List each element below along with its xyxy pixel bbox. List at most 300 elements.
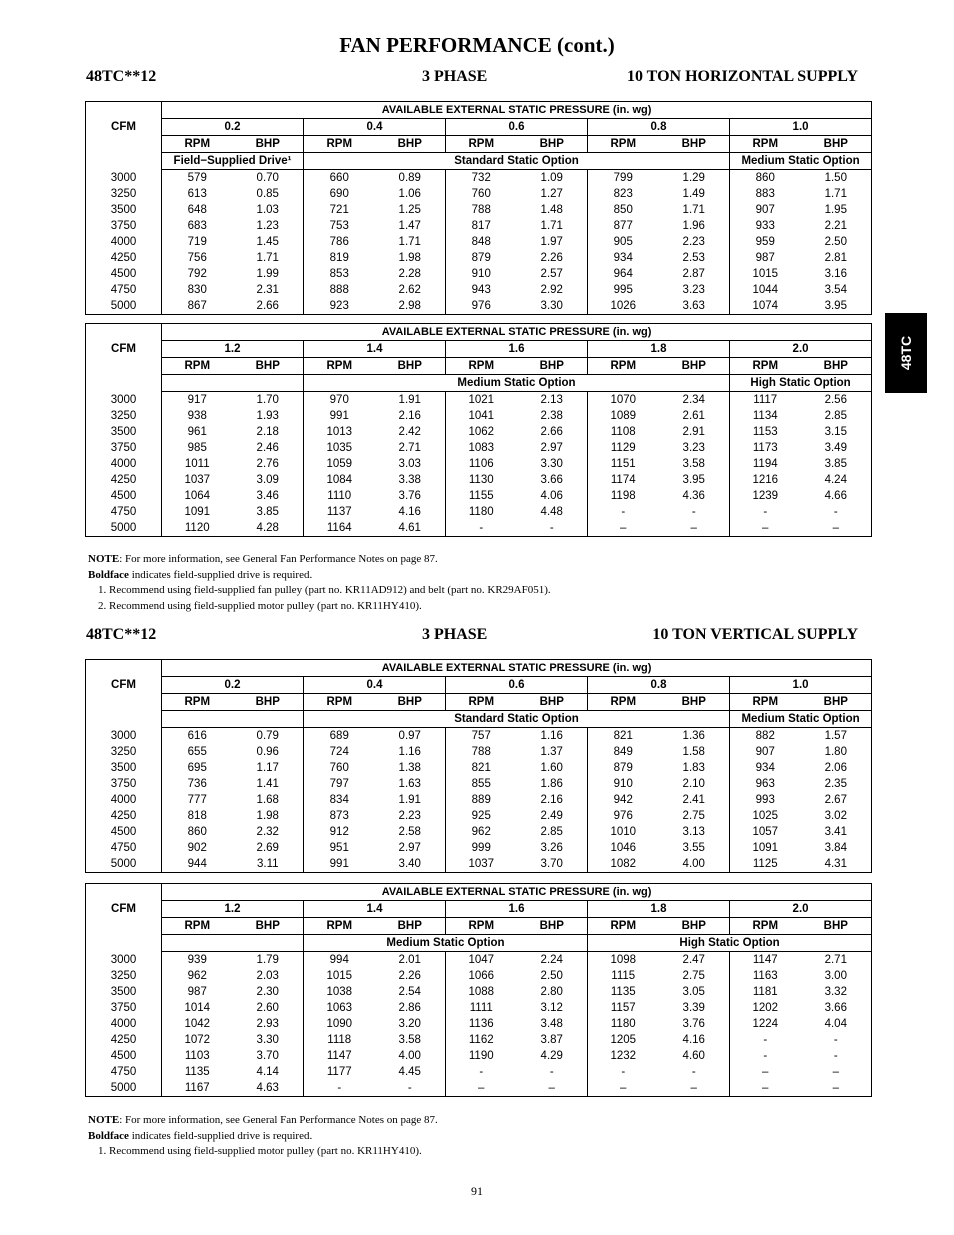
bhp-value: 3.00 <box>824 970 847 982</box>
rpm-value: 1118 <box>304 1032 375 1048</box>
bhp-value: 3.63 <box>682 300 705 312</box>
table-row <box>86 170 872 187</box>
rpm-value: 882 <box>730 728 801 745</box>
rpm-value: - <box>304 1080 375 1097</box>
bhp-value: 1.03 <box>256 204 279 216</box>
side-tab <box>885 313 927 393</box>
rpm-value: 907 <box>730 202 801 218</box>
rpm-value: 1224 <box>730 1016 801 1032</box>
rpm-value: 821 <box>588 728 659 745</box>
rpm-value: 1098 <box>588 952 659 969</box>
bhp-value: 0.96 <box>256 746 279 758</box>
pressure-header: 0.2 <box>162 677 304 694</box>
rpm-value: 1047 <box>446 952 517 969</box>
rpm-value: 823 <box>588 186 659 202</box>
bhp-value: 3.76 <box>682 1018 705 1030</box>
rpm-value: 760 <box>446 186 517 202</box>
bhp-value: 1.71 <box>682 204 705 216</box>
bhp-header: BHP <box>659 918 730 935</box>
bhp-value: 2.23 <box>682 236 705 248</box>
rpm-value: 1091 <box>184 506 211 518</box>
bhp-value: 1.50 <box>824 172 847 184</box>
rpm-value: 873 <box>304 808 375 824</box>
rpm-value: 1042 <box>184 1018 211 1030</box>
bhp-value: 1.83 <box>682 762 705 774</box>
rpm-value: 888 <box>304 282 375 298</box>
rpm-value: 938 <box>187 410 207 422</box>
pressure-header: 1.8 <box>588 901 730 918</box>
notes-vertical <box>88 1113 438 1160</box>
rpm-header: RPM <box>162 918 233 935</box>
rpm-value: 1134 <box>730 408 801 424</box>
rpm-header: RPM <box>304 694 375 711</box>
rpm-value: 943 <box>446 282 517 298</box>
pressure-header: 0.4 <box>304 119 446 136</box>
cfm-value: 3750 <box>86 1000 162 1016</box>
table-row <box>86 808 872 824</box>
bhp-value: 3.41 <box>824 826 847 838</box>
page-number: 91 <box>471 1184 483 1198</box>
rpm-value: 1205 <box>588 1032 659 1048</box>
bhp-value: 4.45 <box>398 1066 421 1078</box>
note-text: indicates field-supplied drive is required. <box>128 568 313 581</box>
bhp-value: 3.76 <box>398 490 421 502</box>
rpm-value: 1180 <box>446 504 517 520</box>
note-bold: NOTE <box>88 1114 120 1126</box>
static-option-label: Field−Supplied Drive¹ <box>162 153 304 170</box>
rpm-value: 690 <box>304 186 375 202</box>
rpm-value: - <box>588 1064 659 1080</box>
rpm-value: 1083 <box>446 440 517 456</box>
bhp-value: 2.86 <box>398 1002 421 1014</box>
table-row <box>86 202 872 218</box>
rpm-value: 1091 <box>730 840 801 856</box>
bhp-value: 1.57 <box>824 730 847 742</box>
fan-table-vertical-low <box>85 659 872 873</box>
bhp-value: 2.01 <box>398 954 421 966</box>
rpm-value: 1120 <box>184 522 210 534</box>
rpm-header: RPM <box>446 694 517 711</box>
rpm-value: 877 <box>588 218 659 234</box>
bhp-value: 2.85 <box>824 410 847 422</box>
rpm-value: 962 <box>187 970 207 982</box>
rpm-value: 1041 <box>446 408 517 424</box>
table-row <box>86 744 872 760</box>
note-line <box>88 583 551 599</box>
table-row <box>86 218 872 234</box>
bhp-value: 3.16 <box>824 268 847 280</box>
rpm-value: 616 <box>187 730 207 742</box>
note-text: indicates field-supplied drive is required. <box>128 1129 313 1142</box>
rpm-value: 1015 <box>304 968 375 984</box>
bhp-header: BHP <box>659 136 730 153</box>
bhp-value: 3.26 <box>540 842 563 854</box>
pressure-header: 0.8 <box>588 119 730 136</box>
note-text: 1. Recommend using field-supplied motor pulley (part no. KR11HY410). <box>98 1145 422 1157</box>
table-row <box>86 440 872 456</box>
rpm-value: 788 <box>446 744 517 760</box>
note-line <box>88 599 551 615</box>
bhp-value: 3.23 <box>682 284 705 296</box>
rpm-value: 1155 <box>446 488 517 504</box>
rpm-value: - <box>730 1048 801 1064</box>
rpm-value: 970 <box>304 392 375 409</box>
rpm-header: RPM <box>162 136 233 153</box>
fan-table-horizontal-low <box>85 101 872 315</box>
bhp-value: 3.30 <box>256 1034 279 1046</box>
bhp-value: 1.58 <box>682 746 705 758</box>
note-line <box>88 552 551 568</box>
bhp-value: – <box>690 522 697 534</box>
rpm-value: 860 <box>187 826 207 838</box>
rpm-value: 1037 <box>446 856 517 873</box>
bhp-value: 1.47 <box>398 220 421 232</box>
rpm-value: 736 <box>187 778 207 790</box>
rpm-value: 1090 <box>304 1016 375 1032</box>
bhp-value: 2.47 <box>682 954 705 966</box>
rpm-value: 1038 <box>304 984 375 1000</box>
rpm-value: 923 <box>304 298 375 315</box>
pressure-header: 0.2 <box>162 119 304 136</box>
bhp-value: 3.30 <box>540 458 563 470</box>
cfm-value: 3000 <box>86 952 162 969</box>
rpm-value: 821 <box>446 760 517 776</box>
bhp-value: 2.03 <box>256 970 279 982</box>
rpm-value: 1190 <box>446 1048 517 1064</box>
bhp-value: 2.67 <box>824 794 847 806</box>
rpm-value: 719 <box>187 236 207 248</box>
cfm-value: 3750 <box>86 218 162 234</box>
rpm-value: 1173 <box>730 440 801 456</box>
bhp-header: BHP <box>375 694 446 711</box>
table-row <box>86 424 872 440</box>
rpm-value: 1177 <box>304 1064 375 1080</box>
static-option-label: Standard Static Option <box>304 711 730 728</box>
note-text: 1. Recommend using field-supplied fan pulley (part no. KR11AD912) and belt (part no. KR29AF051). <box>98 584 551 596</box>
bhp-header: BHP <box>375 918 446 935</box>
fan-table-vertical-high <box>85 883 872 1097</box>
bhp-value: 1.71 <box>256 252 279 264</box>
section-header-vertical <box>86 626 872 648</box>
pressure-header: 1.2 <box>162 341 304 358</box>
rpm-value: 1063 <box>304 1000 375 1016</box>
pressure-header: 1.4 <box>304 901 446 918</box>
static-option-label: Medium Static Option <box>730 153 872 170</box>
bhp-value: 3.54 <box>824 284 847 296</box>
bhp-value: 1.38 <box>398 762 421 774</box>
rpm-value: 799 <box>588 170 659 187</box>
rpm-value: 964 <box>588 266 659 282</box>
table-row <box>86 1000 872 1016</box>
static-option-label: Standard Static Option <box>304 153 730 170</box>
bhp-value: 1.97 <box>540 236 563 248</box>
rpm-value: 1088 <box>446 984 517 1000</box>
bhp-value: 3.03 <box>398 458 421 470</box>
bhp-value: – <box>832 522 839 534</box>
cfm-value: 3250 <box>86 744 162 760</box>
cfm-value: 3500 <box>86 984 162 1000</box>
rpm-value: 1082 <box>588 856 659 873</box>
rpm-value: 1157 <box>588 1000 659 1016</box>
note-line <box>88 1113 438 1129</box>
cfm-value: 4750 <box>86 282 162 298</box>
bhp-value: 2.49 <box>540 810 563 822</box>
rpm-value: 760 <box>304 760 375 776</box>
rpm-value: 1015 <box>730 266 801 282</box>
fan-table-horizontal-high <box>85 323 872 537</box>
bhp-value: 0.79 <box>256 730 279 742</box>
rpm-value: 1239 <box>730 488 801 504</box>
rpm-value: 934 <box>588 250 659 266</box>
bhp-value: 3.85 <box>824 458 847 470</box>
bhp-value: 1.45 <box>256 236 279 248</box>
bhp-value: 1.17 <box>256 762 279 774</box>
rpm-value: 1135 <box>588 984 659 1000</box>
bhp-value: 2.87 <box>682 268 705 280</box>
table-row <box>86 952 872 969</box>
bhp-value: 2.85 <box>540 826 563 838</box>
rpm-value: 1037 <box>184 474 211 486</box>
rpm-value: 933 <box>730 218 801 234</box>
note-text: 2. Recommend using field-supplied motor pulley (part no. KR11HY410). <box>98 599 422 612</box>
static-option-label <box>162 375 304 392</box>
cfm-value: 3750 <box>86 440 162 456</box>
bhp-value: 2.76 <box>256 458 279 470</box>
static-option-label: High Static Option <box>730 375 872 392</box>
rpm-value: 991 <box>304 408 375 424</box>
cfm-value: 3000 <box>86 392 162 409</box>
table-row <box>86 488 872 504</box>
bhp-value: 3.05 <box>682 986 705 998</box>
bhp-value: 1.99 <box>256 268 279 280</box>
bhp-value: 2.50 <box>824 236 847 248</box>
rpm-value: 1163 <box>730 968 801 984</box>
bhp-value: 3.55 <box>682 842 705 854</box>
rpm-value: 1180 <box>588 1016 659 1032</box>
rpm-value: 1181 <box>730 984 801 1000</box>
bhp-value: 0.97 <box>398 730 421 742</box>
note-bold: Boldface <box>88 568 129 581</box>
bhp-value: 2.56 <box>824 394 847 406</box>
cfm-header: CFM <box>86 660 162 711</box>
rpm-header: RPM <box>304 136 375 153</box>
rpm-value: 1216 <box>730 472 801 488</box>
cfm-value: 4500 <box>86 488 162 504</box>
rpm-value: 855 <box>446 776 517 792</box>
rpm-value: 1059 <box>304 456 375 472</box>
cfm-header: CFM <box>86 324 162 375</box>
table-row <box>86 472 872 488</box>
rpm-value: 1021 <box>446 392 517 409</box>
cfm-spacer <box>86 375 162 392</box>
table-row <box>86 520 872 537</box>
bhp-value: 2.16 <box>398 410 421 422</box>
rpm-value: 910 <box>588 776 659 792</box>
cfm-value: 4500 <box>86 1048 162 1064</box>
bhp-value: 4.24 <box>824 474 847 486</box>
rpm-value: 1198 <box>588 488 659 504</box>
phase-label: 3 PHASE <box>422 68 488 85</box>
rpm-value: 1115 <box>588 968 659 984</box>
bhp-value: 2.34 <box>682 394 705 406</box>
bhp-header: BHP <box>375 358 446 375</box>
cfm-value: 5000 <box>86 520 162 537</box>
table-row <box>86 760 872 776</box>
bhp-header: BHP <box>659 358 730 375</box>
bhp-value: 1.41 <box>256 778 279 790</box>
bhp-value: 1.95 <box>824 204 847 216</box>
pressure-header: 2.0 <box>730 341 872 358</box>
bhp-value: – <box>832 1082 839 1094</box>
rpm-value: 579 <box>187 172 207 184</box>
bhp-value: 2.26 <box>398 970 421 982</box>
rpm-value: 792 <box>187 268 207 280</box>
bhp-value: 4.00 <box>682 858 705 870</box>
bhp-value: 0.70 <box>256 172 279 184</box>
rpm-value: 959 <box>730 234 801 250</box>
rpm-value: 797 <box>304 776 375 792</box>
bhp-value: 4.36 <box>682 490 705 502</box>
rpm-value: 1125 <box>730 856 801 873</box>
rpm-value: 1135 <box>184 1066 210 1078</box>
rpm-header: RPM <box>730 918 801 935</box>
bhp-value: 1.16 <box>398 746 421 758</box>
rpm-value: 613 <box>187 188 207 200</box>
cfm-value: 4250 <box>86 1032 162 1048</box>
bhp-header: BHP <box>375 136 446 153</box>
notes-horizontal <box>88 552 551 614</box>
pressure-header: 1.6 <box>446 901 588 918</box>
rpm-header: RPM <box>588 358 659 375</box>
cfm-value: 4750 <box>86 1064 162 1080</box>
rpm-value: – <box>730 520 801 537</box>
cfm-value: 4500 <box>86 266 162 282</box>
bhp-value: 2.80 <box>540 986 563 998</box>
bhp-header: BHP <box>233 136 304 153</box>
bhp-header: BHP <box>801 918 872 935</box>
bhp-value: 4.63 <box>256 1082 279 1094</box>
rpm-value: 818 <box>187 810 207 822</box>
rpm-header: RPM <box>588 694 659 711</box>
bhp-value: 4.04 <box>824 1018 847 1030</box>
bhp-value: 4.66 <box>824 490 847 502</box>
rpm-header: RPM <box>162 358 233 375</box>
rpm-value: - <box>446 1064 517 1080</box>
bhp-value: - <box>549 522 554 534</box>
table-row <box>86 856 872 873</box>
bhp-value: 2.66 <box>540 426 563 438</box>
rpm-value: 912 <box>304 824 375 840</box>
rpm-value: 976 <box>446 298 517 315</box>
bhp-value: 1.36 <box>682 730 705 742</box>
bhp-value: 3.38 <box>398 474 421 486</box>
bhp-value: 3.23 <box>682 442 705 454</box>
rpm-value: 1136 <box>446 1016 517 1032</box>
note-bold: Boldface <box>88 1129 129 1142</box>
rpm-value: 1103 <box>184 1050 210 1062</box>
cfm-value: 3250 <box>86 408 162 424</box>
rpm-value: 1089 <box>588 408 659 424</box>
table-row <box>86 1064 872 1080</box>
rpm-value: 1070 <box>588 392 659 409</box>
note-line <box>88 1129 438 1145</box>
table-row <box>86 392 872 409</box>
bhp-value: 1.48 <box>540 204 563 216</box>
bhp-value: 1.68 <box>256 794 279 806</box>
static-option-label: High Static Option <box>588 935 872 952</box>
bhp-value: 3.58 <box>398 1034 421 1046</box>
table-row <box>86 1016 872 1032</box>
rpm-value: 1074 <box>730 298 801 315</box>
cfm-value: 3500 <box>86 202 162 218</box>
bhp-value: 2.97 <box>398 842 421 854</box>
bhp-value: - <box>549 1066 554 1078</box>
rpm-value: 942 <box>588 792 659 808</box>
rpm-value: 976 <box>588 808 659 824</box>
rpm-value: 1202 <box>730 1000 801 1016</box>
rpm-value: 860 <box>730 170 801 187</box>
table-row <box>86 984 872 1000</box>
cfm-value: 5000 <box>86 298 162 315</box>
rpm-value: – <box>446 1080 517 1097</box>
bhp-value: 1.86 <box>540 778 563 790</box>
bhp-value: 2.46 <box>256 442 279 454</box>
bhp-value: - <box>833 1050 838 1062</box>
pressure-header: 2.0 <box>730 901 872 918</box>
bhp-value: 4.28 <box>256 522 279 534</box>
bhp-value: 2.58 <box>398 826 421 838</box>
cfm-value: 3250 <box>86 968 162 984</box>
rpm-value: 1013 <box>304 424 375 440</box>
static-option-label: Medium Static Option <box>730 711 872 728</box>
cfm-value: 4250 <box>86 250 162 266</box>
pressure-header: 0.4 <box>304 677 446 694</box>
rpm-header: RPM <box>162 694 233 711</box>
rpm-value: 695 <box>187 762 207 774</box>
aesp-header: AVAILABLE EXTERNAL STATIC PRESSURE (in. wg) <box>162 660 872 677</box>
section-header-horizontal <box>86 68 872 90</box>
bhp-value: 2.32 <box>256 826 279 838</box>
pressure-header: 0.6 <box>446 677 588 694</box>
bhp-value: 2.50 <box>540 970 563 982</box>
rpm-value: 944 <box>187 858 207 870</box>
table-row <box>86 1080 872 1097</box>
table-row <box>86 968 872 984</box>
bhp-value: 4.16 <box>398 506 421 518</box>
rpm-header: RPM <box>730 136 801 153</box>
note-bold: NOTE <box>88 553 120 565</box>
rpm-header: RPM <box>304 918 375 935</box>
rpm-value: 867 <box>187 300 207 312</box>
bhp-value: 1.71 <box>398 236 421 248</box>
rpm-value: 1057 <box>730 824 801 840</box>
rpm-value: 853 <box>304 266 375 282</box>
bhp-value: 2.26 <box>540 252 563 264</box>
bhp-value: 1.25 <box>398 204 421 216</box>
rpm-value: 1046 <box>588 840 659 856</box>
bhp-header: BHP <box>801 358 872 375</box>
rpm-value: 689 <box>304 728 375 745</box>
table-row <box>86 408 872 424</box>
rpm-value: 721 <box>304 202 375 218</box>
cfm-value: 3500 <box>86 424 162 440</box>
rpm-value: – <box>588 520 659 537</box>
rpm-value: 817 <box>446 218 517 234</box>
rpm-value: 1162 <box>446 1032 517 1048</box>
table-row <box>86 776 872 792</box>
bhp-header: BHP <box>517 918 588 935</box>
rpm-value: 1194 <box>730 456 801 472</box>
